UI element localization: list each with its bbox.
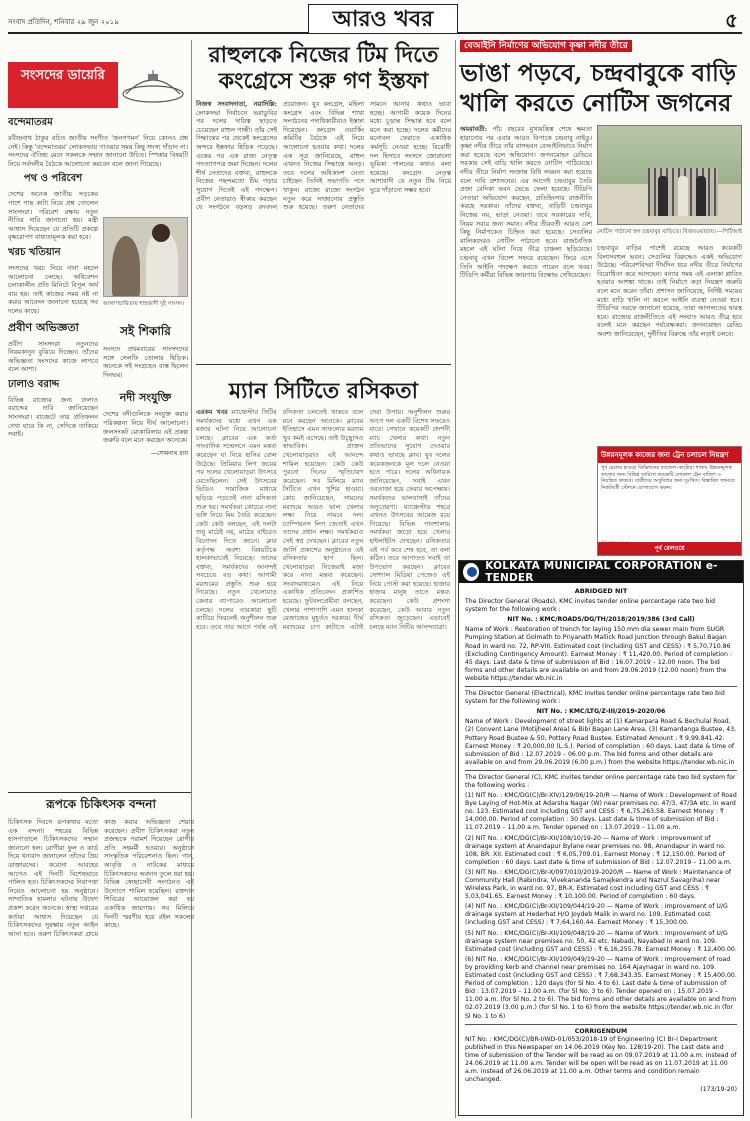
tender-p2-work: Name of Work : Development of street lights at (1) Kamarpara Road & Bechulal Road, (2) Convent Lane (Motijheel Area) & Bibi Bagan Lane Area, (3) Kamardanga Bustee, 43, Pottery Road Bustee & 50, Pottery Road Bustee. Estimated Amount : ₹ 9,99,841.42. Earnest Money : ₹ 20,000.00 (L.S.). Period of completion : 60 days. Last date & time of submission of Bid : 12.07.2019 – 06.00 p.m. The bid forms and other details are available on and from 29.06.2019 (6.00 p.m.) from the website https://tender.wb.nic.in [465,718,737,766]
left-head-5: প্রবীণ অভিজ্ঞতা [8,320,79,334]
dateline: সংবাদ প্রতিদিন, শনিবার ২৯ জুন ২০১৯ [8,18,119,26]
tender-item-4: (4) NIT No. : KMC/DG(C)/Br-XII/109/044/19-20 — Name of Work : Improvement of U/G drainage system at Hederhat H/O Joydeb Malik in ward no. 109. Estimated cost (including GST and CESS) : ₹ 7,64,160.44. Earnest Money : ₹ 15,300.00. [465,903,728,927]
notice-footer: পূর্ব রেলওয়ে [598,542,741,555]
tender-p2-intro: The Director General (Electrical), KMC invites tender online percentage rate two bid system for the following work : [465,690,725,706]
bottom-left-rule [8,792,191,793]
left-head-2: পথ ও পরিবেশ [23,173,83,185]
bottom-left-headline: রূপকে চিকিৎসক বন্দনা [46,797,156,811]
masthead [8,4,742,34]
tender-title: KOLKATA MUNICIPAL CORPORATION e- TENDER [485,560,718,584]
main-story-body: নিজস্ব সংবাদদাতা, নয়াদিল্লি: লোকসভা নির্বাচনে ভরাডুবির পর দলের দায়িত্ব ছাড়তে চেয়েছেন রাহুল গান্ধী। তাঁর সেই সিদ্ধান্তের পর থেকেই কংগ্রেসের অন্দরে ইস্তফার হিড়িক পড়েছে। একের পর এক রাজ্য নেতৃত্ব পদত্যাগপত্র জমা দিচ্ছেন। দলের শীর্ষ নেতাদের বক্তব্য, রাহুলকে নিজের পছন্দমতো টিম গড়ার সুযোগ দিতেই এই পদক্ষেপ। প্রবীণ নেতারাও স্বীকার করছেন যে সংগঠনে বড়সড় রদবদল প্রয়োজন। যুব কংগ্রেস, মহিলা কংগ্রেস এবং বিভিন্ন শাখা সংগঠনের পদাধিকারীরাও ইস্তফা দিয়েছেন। কংগ্রেস ওয়ার্কিং কমিটির বৈঠকে এই নিয়ে আলোচনা হওয়ার কথা। দলের এক সূত্র জানিয়েছে, রাহুল এখনও নিজের সিদ্ধান্তে অনড়। তবে দলের অধিকাংশ নেতা চাইছেন তিনিই সভাপতি পদে থাকুন। রাজ্যে রাজ্যে সংগঠন নতুন করে সাজানোর প্রস্তুতি শুরু হয়েছে। তরুণ নেতাদের সামনে আনার কথাও ভাবা হচ্ছে। আগামী কয়েক দিনের মধ্যে চূড়ান্ত সিদ্ধান্ত হবে বলে মনে করা হচ্ছে। দলের কর্মীদের মনোবল ফেরাতে একাধিক কর্মসূচি নেওয়া হচ্ছে। বিরোধী দল হিসাবে সংসদে জোরালো ভূমিকা পালনের কথাও বলা হয়েছে। কংগ্রেস নেতৃত্ব আশাবাদী যে নতুন টিম নিয়ে ঘুরে দাঁড়ানো সম্ভব হবে। [196,100,451,212]
notice-title: উন্নয়নমূলক কাজের জন্য ট্রেন চলাচল নিয়ন্ত্রণ [598,447,741,463]
parliament-icon [118,70,188,106]
man-city-dateline: এরকম খবর [196,408,228,416]
man-city-body: এরকম খবর ম্যাঞ্চেস্টার সিটির সমর্থকদের মধ্যে এখন এক মজার ঘটনা নিয়ে আলোচনা চলছে। ক্লাবের এক কর্তা সাংবাদিক সম্মেলনে এমন মন্তব্য করেছেন যা নিয়ে হাসির রোল উঠেছে। প্রিমিয়ার লিগ জয়ের পর দলের খেলোয়াড়রা উৎসবে মেতেছিলেন। সেই উৎসবের ভিডিও সামাজিক মাধ্যমে ছড়িয়ে পড়তেই নানা রসিকতা শুরু হয়। সমর্থকরা কোচের নানা ভঙ্গি নিয়ে মিম তৈরি করেছেন। কেউ কেউ বলছেন, এই দলটা শুধু মাঠেই নয়, মাঠের বাইরেও বিনোদন দিতে জানে। ক্লাব কর্তৃপক্ষ অবশ্য বিষয়টিকে হালকাভাবেই নিয়েছে। তাদের বক্তব্য, সমর্থকদের আনন্দই সবচেয়ে বড় কথা। আগামী মরশুমের প্রস্তুতি শুরু হয়ে গিয়েছে। নতুন খেলোয়াড় কেনার ব্যাপারেও আলোচনা চলছে। দলের তারকারা ছুটি কাটিয়ে ফিরলেই অনুশীলন শুরু হবে। তবে তার আগে পর্যন্ত এই রসিকতা চলতেই থাকবে বলে মনে করছেন অনেকে। ক্লাবের ইতিহাসে এমন সাফল্যের মরশুম খুব কমই এসেছে। তাই উচ্ছ্বাসও স্বাভাবিক। প্রাক্তন খেলোয়াড়রাও এই আনন্দে শামিল হয়েছেন। কেউ কেউ পুরনো দিনের স্মৃতিচারণ করেছেন। সব মিলিয়ে ম্যান সিটিতে এখন খুশির হাওয়া। কোচ জানিয়েছেন, সামনের মরশুমে আরও ভাল খেলার লক্ষ্য নিয়ে নামবে দল। চ্যাম্পিয়নস লিগ জেতাই এখন তাদের প্রধান লক্ষ্য। সমর্থকরাও সেই স্বপ্ন দেখছেন। ক্লাবের নতুন জার্সি প্রকাশের অনুষ্ঠানেও এই রসিকতার ছাপ ছিল। খেলোয়াড়রা নিজেরাই মজা করে নানা মন্তব্য করেছেন। সংবাদমাধ্যমেও এই নিয়ে একাধিক প্রতিবেদন প্রকাশিত হয়েছে। ফুটবলপ্রেমীরা বলছেন, খেলার পাশাপাশি এমন হালকা মেজাজের মুহূর্তও দরকার। দীর্ঘ মরশুমের চাপ কাটাতে এটাই সেরা উপায়। অনুশীলন শুরুর আগে দল একটি বিশেষ সফরেও যাবে। সেখানে কয়েকটি প্রদর্শনী ম্যাচ খেলার কথা। নতুন প্রতিভাদের সুযোগ দেওয়ার কথাও ভাবছে ক্লাব। যুব দলের কয়েকজনকে মূল দলে নেওয়া হতে পারে। দলের অধিনায়ক জানিয়েছেন, সবাই এখন তরতাজা হয়ে ফেরার অপেক্ষায়। সমর্থকদের ভালবাসাই তাঁদের অনুপ্রেরণা। ম্যাঞ্চেস্টার শহরে এখনও উৎসবের আমেজ রয়ে গিয়েছে। বিভিন্ন পানশালায় সমর্থকরা জড়ো হয়ে খেলার হাইলাইটস দেখছেন। রসিকতার এই পর্ব কবে শেষ হবে, তা বলা কঠিন। তবে আপাতত সবাই তা উপভোগ করছেন। ক্লাবের সোশ্যাল মিডিয়া পেজেও এই নিয়ে পোস্ট করা হয়েছে। হাজার হাজার মানুষ তাতে মন্তব্য করেছেন। কেউ প্রশংসা করেছেন, কেউ আবার নতুন রসিকতা জুড়েছেন। এভাবেই চলছে ম্যান সিটির আনন্দযাত্রা। [196,408,450,631]
right-dateline: অমরাবতী: [460,125,487,133]
tender-item-3: (3) NIT No. : KMC/DG(C)/Br-X/097/010/2019-2020/R — Name of Work : Maintenance of Community Hall (Rabindra, Vivekananda Samajkendra and Nazrul Savagriha) near Wireless Park, in ward no. 97, BR-X. Estimated cost including GST and CESS : ₹ 5,03,041.65. Earnest Money : ₹ 10,100.00. Period of completion : 60 days. [465,868,732,901]
left-head-4: সই শিকারি [120,324,171,338]
tender-item-5: (5) NIT No. : KMC/DG(C)/Br-XII/109/048/19-20 — Name of Work : Improvement of U/G drainage system near premises no. 50, 42 etc. Nabadi, Nayabad in ward no. 109. Estimated cost (including GST and CESS) : ₹ 6,16,255.78. Earnest Money : ₹ 12,400.00. [465,929,737,953]
caption-credit: —পিটিআই [716,229,742,235]
right-kicker-text: বেআইনি নির্মাণের অভিযোগ কৃষ্ণা নদীর তীরে [460,40,632,52]
caption-text: নোটিস পাঠানো হল চন্দ্রবাবুর বাড়িতে। বিজয়ওয়াড়ায়। [597,229,717,235]
tender-p1-intro: The Director General (Roads), KMC invites tender online percentage rate two bid system for the following work : [465,598,716,614]
left-text-7: বিভিন্ন রাজ্যের জন্য ঢালাও বরাদ্দের দাবি জানিয়েছেন সাংসদরা। বাজেটে তার প্রতিফলন দেখা যাবে কি না, সেদিকে তাকিয়ে সবাই। [8,395,98,439]
right-kicker [460,38,742,54]
tender-header [459,561,743,583]
tender-p2-nit: NIT No. : KMC/LTG/Z-III/2019-2020/06 [536,708,666,716]
left-text-6: দেশের নদীগুলিকে সংযুক্ত করার পরিকল্পনা নিয়ে দীর্ঘ আলোচনা। জলসংকট মোকাবিলায় এই প্রকল্প জরুরি বলে মনে করছেন অনেকে। [103,410,188,445]
gate-photo-caption [597,228,742,237]
left-text-1: রবীন্দ্রনাথ ঠাকুর রচিত জাতীয় সংগীত 'জনগণমন' নিয়ে কোনও প্রশ্ন নেই। কিন্তু 'বন্দেমাতরম' লোকসভায় গাওয়ার সময় কিছু সদস্য দাঁড়ান না। সংসদের ঐতিহ্য মেনে সকলকে সম্মান জানানো উচিত। স্পিকার বিষয়টি নিয়ে সর্বদলীয় বৈঠকে আলোচনা করবেন বলে জানা গিয়েছে। [8,134,188,168]
kmc-logo-icon [463,563,479,581]
page-number: ৫ [725,8,738,32]
tender-p1-work: Name of Work : Restoration of trench for laying 150 mm dia sewer main from SUGR Pumping Station at Golmath to Priyanath Mallick Road Junction through Bakul Bagan Road in ward no. 72, RP-VIII. Estimated cost (including GST and CESS) : ₹ 5,70,710.86 (Excluding Contingency Amount). Earnest Money : ₹ 11,420.00. Period of completion : 45 days. Last date & time of submission of Bid : 16.07.2019 – 12.00 noon. The bid forms and other details are available on and from 29.06.2019 (12.00 noon) from the website https://tender.wb.nic.in [465,626,732,682]
notice-text: পূর্ব রেলের হাওড়া ডিভিশনের ব্যান্ডেল–কাটোয়া শাখায় উন্নয়নমূলক কাজের জন্য বিভিন্ন তারিখে কয়েকটি লোকাল ট্রেন বাতিল ও নিয়ন্ত্রিত থাকবে। যাত্রীদের অসুবিধার জন্য দুঃখিত। বিস্তারিত জানতে নিকটবর্তী স্টেশনে যোগাযোগ করুন। [601,465,735,491]
tender-key-no: (173/19-20) [700,1086,737,1094]
tender-item-2: (2) NIT No. : KMC/DG(C)/Br-XII/108/10/19-20 — Name of Work : Improvement of drainage system at Anandapur Bylane near premises no. 98, Anandapur in ward no. 108, BR. XII. Estimated cost : ₹ 6,05,709.01. Earnest Money : ₹ 12,150.00. Period of completion : 60 days. Last date & time of submission of Bid : 12.07.2019 – 11.00 a.m. [465,834,732,866]
bottom-left-body: চিকিৎসক দিবসে রূপকথার মতো এক বন্দনা। শহরের বিভিন্ন হাসপাতালে চিকিৎসকদের সম্মান জানানো হল। রোগীরা ফুল ও কার্ড দিয়ে ধন্যবাদ জানালেন তাঁদের প্রিয় ডাক্তারদের। করোনা আবহের আগেও এই দিনটি বিশেষভাবে পালিত হত। চিকিৎসকদের নিরাপত্তা নিয়েও আলোচনা হয় অনুষ্ঠানে। সাম্প্রতিক হামলার ঘটনায় উদ্বেগ প্রকাশ করেন অনেকে। স্বাস্থ্য দপ্তরের কর্তারা আশ্বাস দিয়েছেন যে চিকিৎসকদের সুরক্ষায় নতুন আইন আনা হবে। তরুণ চিকিৎসকরা গ্রামে কাজ করার অভিজ্ঞতা শেয়ার করেছেন। প্রবীণ চিকিৎসকরা নতুন প্রজন্মকে পরামর্শ দিয়েছেন রোগীর প্রতি সহমর্মী হওয়ার। অনুষ্ঠানে সাংস্কৃতিক পরিবেশনাও ছিল। গান, আবৃত্তি ও নাটকের মাধ্যমে চিকিৎসকদের অবদান তুলে ধরা হয়। বিভিন্ন স্বেচ্ছাসেবী সংগঠনও এই উদ্যোগে শামিল হয়েছিল। রক্তদান শিবিরের আয়োজন করা হয় একাধিক জায়গায়। সব মিলিয়ে দিনটি স্মরণীয় হয়ে রইল সকলের কাছে। [8,818,194,938]
right-story-body-b: চন্দ্রবাবুর বাড়ির পাশেই রয়েছে আরও কয়েকটি বিলাসবহুল ভবন। সেগুলির বিরুদ্ধেও একই অভিযোগ উঠেছে। পরিবেশবিদরা দীর্ঘদিন ধরে নদীর তীরে নির্মাণের বিরোধিতা করে আসছেন। বন্যার সময় এই এলাকা প্লাবিত হওয়ার আশঙ্কা থাকে। তাই নির্মাণে কড়া নিয়ন্ত্রণ জরুরি বলে মনে করেন তাঁরা। প্রশাসন জানিয়েছে, নির্দিষ্ট সময়ের মধ্যে বাড়ি খালি না করলে আইনি ব্যবস্থা নেওয়া হবে। টিডিপির তরফে জানানো হয়েছে, তারা আদালতের দ্বারস্থ হবে। রাজ্যের রাজনীতিতে এই সংঘাত আরও তীব্র হবে বলেই মনে করছেন পর্যবেক্ষকরা। জগনমোহন রেড্ডি অবশ্য জানিয়েছেন, দুর্নীতির বিরুদ্ধে তাঁর লড়াই চলবে। [597,244,742,338]
section-title: আরও খবর [308,4,458,34]
section-rule [196,364,451,365]
left-text-5: প্রবীণ সাংসদরা নতুনদের নিয়মকানুন বুঝিয়ে দিচ্ছেন। তাঁদের অভিজ্ঞতা সংসদের কাজে লাগবে বলে আশা। [8,339,98,374]
left-byline: —সোমনাথ রায় [150,449,188,457]
right-headline: ভাঙা পড়বে, চন্দ্রবাবুকে বাড়ি খালি করতে নোটিস জগনের [460,58,737,117]
sansad-diary-title: সংসদের ডায়েরি [21,68,105,83]
tender-item-1: (1) NIT No. : KMC/DG(C)/Br-XIV/129/06/19-20/R — Name of Work : Development of Road Bye Laying of Hot-Mix at Adarsha Nagar (W) near premises no. 47/3, 47/3A etc. in ward no. 123. Estimated cost including GST and CESS : ₹ 6,75,263.58. Earnest Money : ₹ 14,000.00. Period of completion : 30 days. Last date & time of submission of Bid : 11.07.2019 – 11.00 a.m. Tender opened on : 13.07.2019 – 11.00 a.m. [465,792,737,832]
mp-photo-caption: আলাপচারিতায় শাহজাদী দুই সাংসদ। [103,301,185,307]
left-head-7: ঢালাও বরাদ্দ [8,378,60,390]
left-head-3: খরচ খতিয়ান [8,246,61,258]
tender-abridged: ABRIDGED NIT [574,587,628,595]
left-head-1: বন্দেমাতরম [8,117,53,128]
railway-notice [597,446,742,556]
left-text-3: সংসদের খরচ নিয়ে নানা মহলে আলোচনা চলছে। অধিবেশন চলাকালীন প্রতি মিনিটে বিপুল অর্থ ব্যয় হয়। তাই কাজের সময় নষ্ট না করার আবেদন জানানো হয়েছে সব দলের কাছে। [8,263,98,315]
man-city-headline: ম্যান সিটিতে রসিকতা [228,378,419,404]
news-photo-gate [597,125,742,225]
tender-item-6: (6) NIT No. : KMC/DG(C)/Br-XII/109/049/19-20 — Name of Work : Improvement of road by providing kerb and channel near premises no. 164 Ajaynagar in ward no. 109. Estimated cost (including GST and CESS) : ₹ 7,68,343.35. Earnest Money : ₹ 15,400.00. Period of completion : 120 days (for Sl No. 4 to 6). Last date & time of submission of Bid : 13.07.2019 – 11.00 a.m. (for Sl No. 3 to 6). Tender opened on : 15.07.2019 – 11.00 a.m. (for Sl No. 2 to 6). The bid forms and other details are available on and from 02.07.2019 (3.00 p.m.) (for Sl No. 1 to 6) from the website https://tender.wb.nic.in (for Sl No. 1 to 6) [465,955,737,1020]
tender-p1-nit: NIT No. : KMC/ROADS/DG/TH/2018/2019/386 (3rd Call) [507,616,695,624]
left-head-6: নদী সংযুক্তি [119,391,172,405]
column-rule-2 [455,40,456,1118]
tender-corrigendum: NIT No. : KMC/DG(C)/BR-I/WD-01/053/2018-19 of Engineering (C) Br-I Department published in this Newspaper on 14.06.2019 (Key No. 128/19-20). The Last date and time of submission of the Tender will be read as on 09.07.2019 at 11.00 a.m. instead of 24.06.2019 at 11.00 a.m. Tender will be open will be read as on 11.07.2019 at 11.00 a.m. instead of 26.06.2019 at 11.00 a.m. Other terms and condition remain unchanged. [465,1035,737,1084]
left-column [8,112,188,792]
mp-photo [103,217,188,297]
tender-p3-intro: The Director General (C), KMC invites tender online percentage rate two bid system for the following works : [465,773,736,789]
left-text-4: সংসদে প্রথমবারের সাংসদদের সঙ্গে সেলফি তোলার হিড়িক। অনেকে সই সংগ্রহেও ব্যস্ত ছিলেন দিনভর। [103,345,188,379]
main-dateline: নিজস্ব সংবাদদাতা, নয়াদিল্লি: [196,100,277,108]
tender-corrigendum-title: CORRIGENDUM [574,1027,628,1035]
main-headline: রাহুলকে নিজের টিম দিতে কংগ্রেসে শুরু গণ ইস্তফা [208,42,439,94]
sansad-diary-box [8,62,118,108]
kmc-tender [458,560,744,1116]
left-text-2: দেশের অনেক জাতীয় সড়কের পাশে গাছ কাটা নিয়ে প্রশ্ন তোলেন সাংসদরা। পরিবেশ রক্ষায় নতুন নীতির দাবি জানানো হয়। মন্ত্রী আশ্বাস দিয়েছেন যে প্রতিটি প্রকল্পে বৃক্ষরোপণ বাধ্যতামূলক করা হবে। [8,190,98,242]
right-story-body-a: অমরাবতী: পাঁচ বছরের মুখ্যমন্ত্রিত্ব শেষে ক্ষমতা হারানোর পর এবার আরও বিপাকে চন্দ্রবাবু নাইডু। কৃষ্ণা নদীর তীরে তাঁর বাসভবন বেআইনিভাবে নির্মাণ করা হয়েছে বলে অভিযোগ। জগনমোহন রেড্ডির সরকার সেই বাড়ি খালি করতে নোটিস পাঠিয়েছে। নদীর তীরে নির্মাণ সংক্রান্ত বিধি লঙ্ঘন করা হয়েছে বলে দাবি প্রশাসনের। এর আগেই চন্দ্রবাবুর তৈরি প্রজা বেদিকা ভবন ভেঙে ফেলা হয়েছে। টিডিপি নেতারা অভিযোগ করছেন, প্রতিহিংসার রাজনীতি করছে সরকার। তাঁদের বক্তব্য, বাড়িটি চন্দ্রবাবুর নিজের নয়, ভাড়া নেওয়া। তবে সরকারের দাবি, নিয়ম সবার জন্য সমান। নদীর তীরবর্তী আরও বেশ কিছু নির্মাণকেও চিহ্নিত করা হয়েছে। সেগুলির মালিকদেরও নোটিস পাঠানো হবে। রাজনৈতিক মহলে এই ঘটনা নিয়ে তীব্র চাঞ্চল্য ছড়িয়েছে। চন্দ্রবাবু এখন বিদেশ সফরে রয়েছেন। ফিরে এসে তিনি আইনি পদক্ষেপ করতে পারেন বলে খবর। টিডিপি কর্মীরা বিভিন্ন জায়গায় বিক্ষোভ দেখিয়েছেন। [460,125,592,280]
